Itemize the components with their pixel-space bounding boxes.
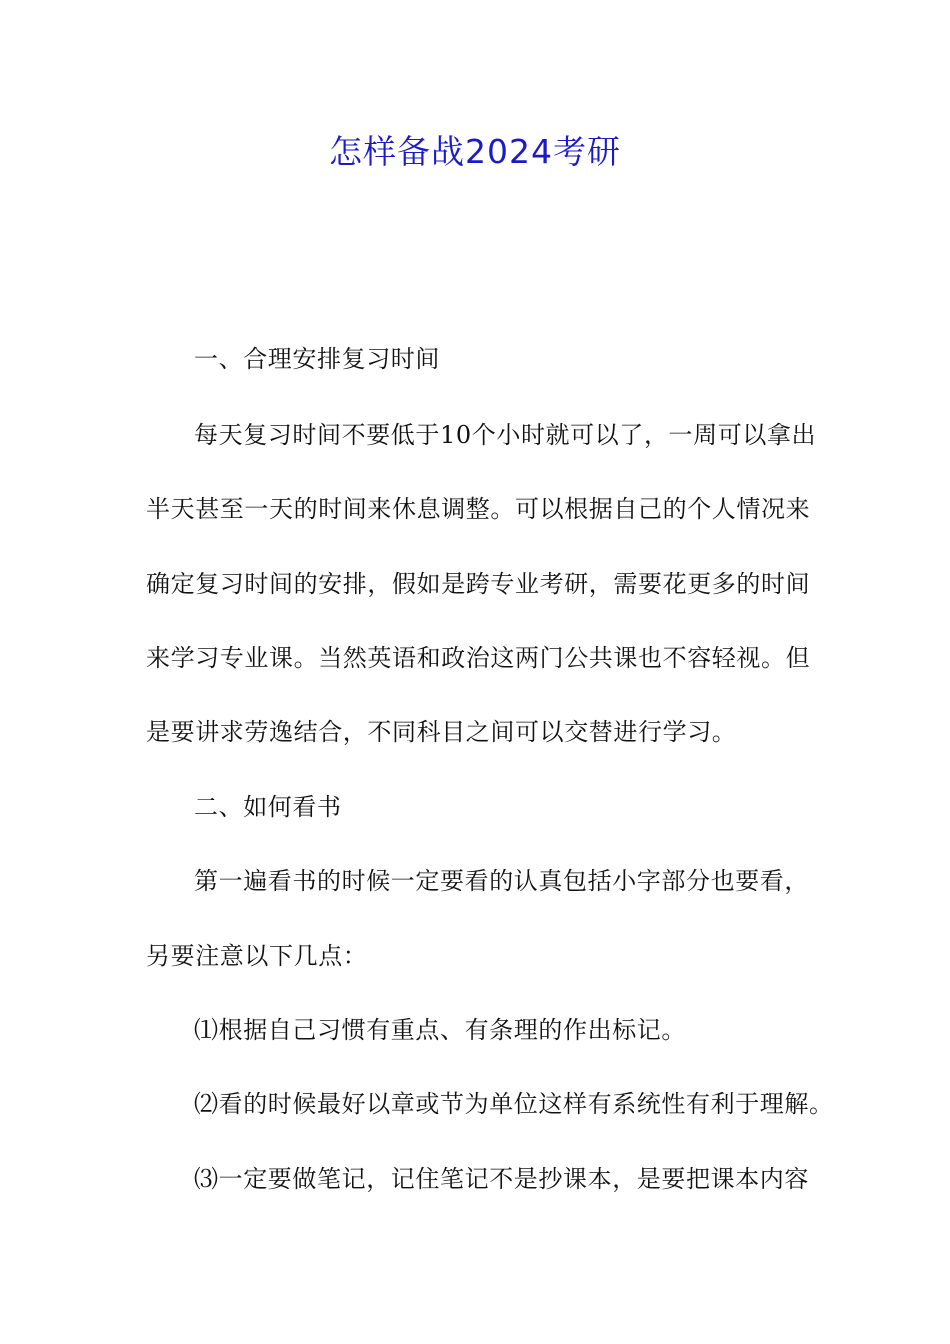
paragraph-line: 确定复习时间的安排，假如是跨专业考研，需要花更多的时间 — [146, 570, 811, 598]
paragraph-line: 每天复习时间不要低于10个小时就可以了，一周可以拿出 — [194, 421, 817, 449]
section-heading-1: 一、合理安排复习时间 — [194, 345, 440, 373]
paragraph-line: 半天甚至一天的时间来休息调整。可以根据自己的个人情况来 — [146, 495, 811, 523]
list-item: ⑶一定要做笔记，记住笔记不是抄课本，是要把课本内容 — [194, 1165, 809, 1193]
section-heading-2: 二、如何看书 — [194, 793, 342, 821]
paragraph-line: 另要注意以下几点： — [146, 942, 368, 970]
list-item: ⑵看的时候最好以章或节为单位这样有系统性有利于理解。 — [194, 1090, 834, 1118]
document-title: 怎样备战2024考研 — [329, 132, 621, 171]
paragraph-line: 是要讲求劳逸结合，不同科目之间可以交替进行学习。 — [146, 718, 737, 746]
list-item: ⑴根据自己习惯有重点、有条理的作出标记。 — [194, 1016, 686, 1044]
paragraph-line: 来学习专业课。当然英语和政治这两门公共课也不容轻视。但 — [146, 644, 811, 672]
paragraph-line: 第一遍看书的时候一定要看的认真包括小字部分也要看， — [194, 867, 809, 895]
